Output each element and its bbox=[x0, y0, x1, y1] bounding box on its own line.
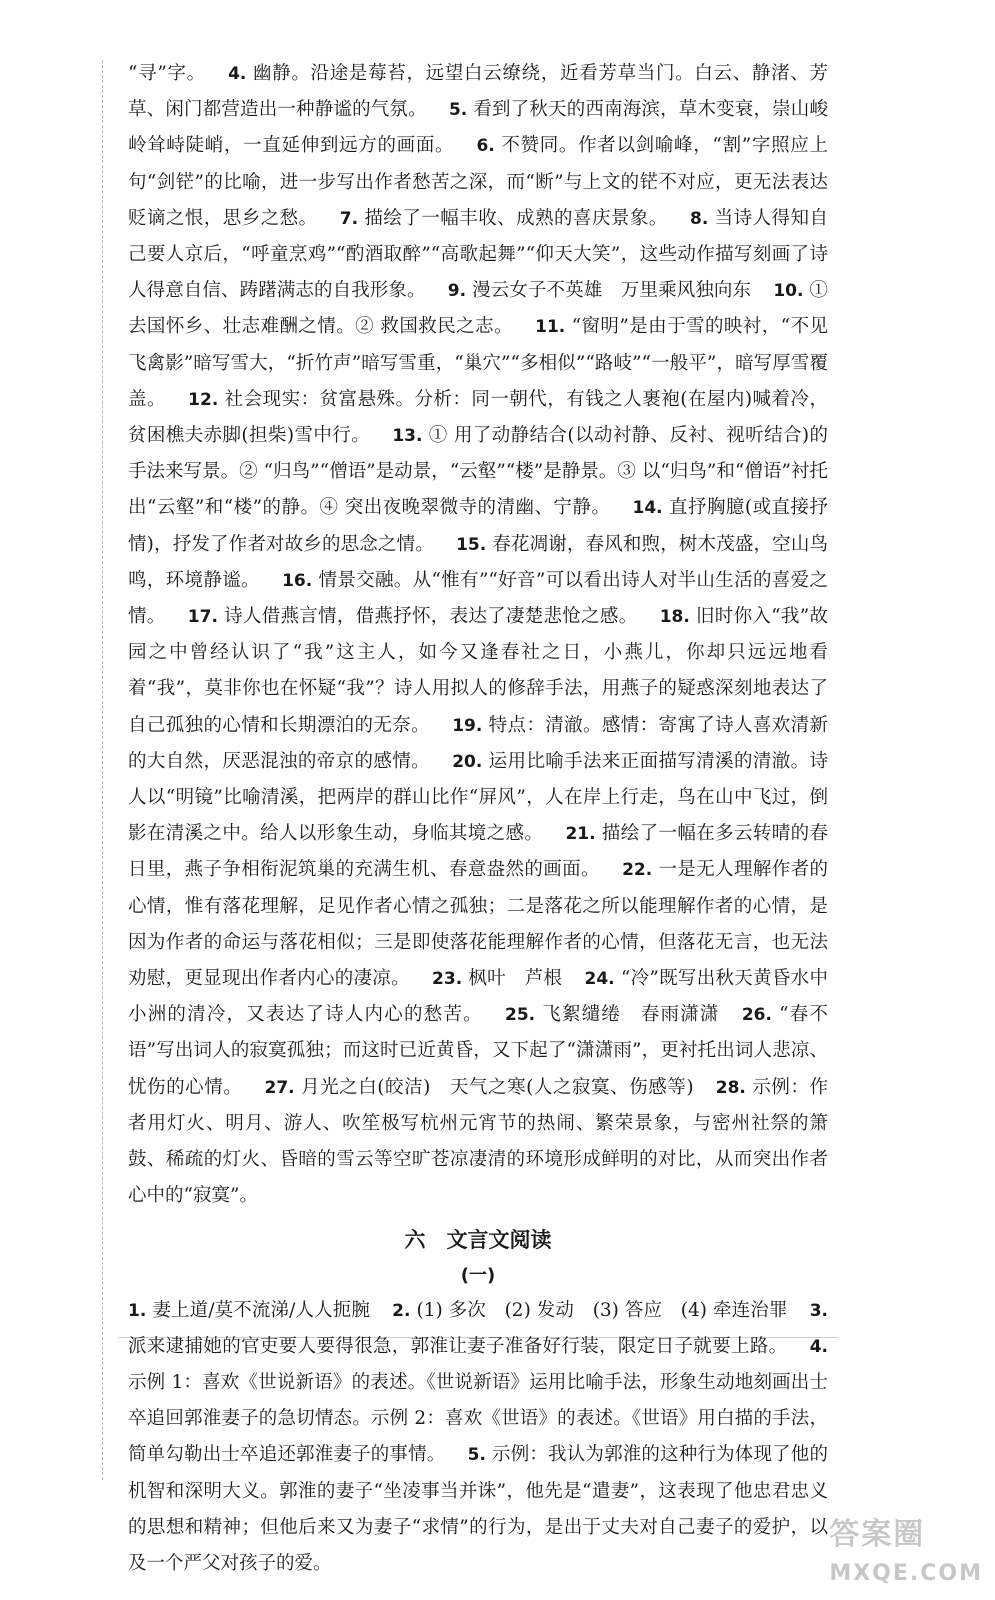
answer-number: 16. bbox=[282, 570, 319, 591]
answer-number: 11. bbox=[535, 317, 572, 338]
watermark-text bbox=[829, 1509, 983, 1588]
answer-text: 看到了秋天的西南海滨，草木变衰，崇山峻岭耸峙陡峭，一直延伸到远方的画面。 bbox=[128, 99, 828, 157]
answer-number: 28. bbox=[715, 1077, 753, 1098]
answer-paragraph-bottom bbox=[128, 1293, 828, 1583]
answer-text: ① 去国怀乡、壮志难酬之情。② 救国救民之志。 bbox=[128, 280, 828, 338]
answer-number: 21. bbox=[565, 824, 602, 845]
answer-text: 社会现实：贫富悬殊。分析：同一朝代，有钱之人裹袍(在屋内)喊着冷，贫困樵夫赤脚(担柴)雪中行。 bbox=[128, 388, 828, 447]
answer-number: 4. bbox=[228, 64, 253, 84]
answer-number: 15. bbox=[456, 534, 493, 555]
answer-text: (1) 多次 (2) 发动 (3) 答应 (4) 牵连治罪 bbox=[416, 1299, 788, 1321]
answer-text: “冷”既写出秋天黄昏水中小洲的清冷，又表达了诗人内心的愁苦。 bbox=[128, 968, 828, 1026]
answer-number: 1. bbox=[128, 1300, 153, 1321]
answer-text: 飞絮缱绻 春雨潇潇 bbox=[542, 1004, 720, 1026]
answer-text: 示例：作者用灯火、明月、游人、吹笙极写杭州元宵节的热闹、繁荣景象，与密州社祭的箫鼓、稀疏的灯火、昏暗的雪云等空旷苍凉凄清的环境形成鲜明的对比，从而突出作者心中的“寂寞”。 bbox=[128, 1076, 828, 1207]
answer-number: 12. bbox=[188, 389, 225, 410]
answer-text: 描绘了一幅在多云转晴的春日里，燕子争相衔泥筑巢的充满生机、春意盎然的画面。 bbox=[128, 823, 828, 881]
answer-text: 枫叶 芦根 bbox=[468, 968, 563, 990]
answer-text: 一是无人理解作者的心情，惟有落花理解，足见作者心情之孤独；二是落花之所以能理解作者的心情，是因为作者的命运与落花相似；三是即使落花能理解作者的心情，但落花无言，也无法劝慰，更显现出作者内心的凄凉。 bbox=[128, 859, 828, 990]
answer-text: 妻上道/莫不流涕/人人扼腕 bbox=[152, 1299, 370, 1321]
answer-number: 5. bbox=[467, 1445, 493, 1466]
answer-number: 7. bbox=[339, 208, 365, 229]
answer-number: 22. bbox=[622, 860, 659, 881]
margin-dashed-line bbox=[102, 60, 103, 1480]
watermark-brand: 答案圈 bbox=[829, 1517, 926, 1552]
answer-number: 3. bbox=[809, 1300, 828, 1321]
watermark-url: MXQE.COM bbox=[829, 1561, 983, 1586]
answer-text: 旧时你入“我”故园之中曾经认识了“我”这主人，如今又逢春社之日，小燕儿，你却只远远地看着“我”，莫非你也在怀疑“我”？诗人用拟人的修辞手法，用燕子的疑惑深刻地表达了自己孤独的心情和长期漂泊的无奈。 bbox=[128, 606, 828, 736]
answer-text: 情景交融。从“惟有”“好音”可以看出诗人对半山生活的喜爱之情。 bbox=[128, 569, 828, 628]
answer-text: 春花凋谢，春风和煦，树木茂盛，空山鸟鸣，环境静谧。 bbox=[128, 533, 828, 591]
answer-text: 描绘了一幅丰收、成熟的喜庆景象。 bbox=[364, 207, 668, 229]
answer-text: 幽静。沿途是莓苔，远望白云缭绕，近看芳草当门。白云、静渚、芳草、闲门都营造出一种静谧的气氛。 bbox=[128, 63, 828, 121]
answer-text: 特点：清澈。感情：寄寓了诗人喜欢清新的大自然，厌恶混浊的帝京的感情。 bbox=[128, 714, 828, 772]
answer-number: 17. bbox=[187, 607, 225, 628]
answer-number: 8. bbox=[689, 208, 715, 229]
answer-text: “窗明”是由于雪的映衬，“不见飞禽影”暗写雪大，“折竹声”暗写雪重，“巢穴”“多相似”“路岐”“一般平”，暗写厚雪覆盖。 bbox=[128, 316, 828, 410]
answer-number: 5. bbox=[448, 100, 474, 121]
answer-text: 漫云女子不英雄 万里乘风独向东 bbox=[472, 280, 752, 302]
answer-number: 26. bbox=[741, 1005, 780, 1026]
answer-number: 14. bbox=[632, 498, 670, 519]
answer-number: 23. bbox=[432, 969, 469, 990]
answer-text: 派来逮捕她的官吏要人要得很急，郭淮让妻子准备好行装，限定日子就要上路。 bbox=[128, 1335, 788, 1357]
answer-number: 19. bbox=[452, 715, 489, 736]
answer-number: 18. bbox=[659, 607, 697, 628]
answer-text: 示例 1：喜欢《世说新语》的表述。《世说新语》运用比喻手法，形象生动地刻画出士卒追回郭淮妻子的急切情态。示例 2：喜欢《世语》的表述。《世语》用白描的手法，简单勾勒出士卒追还郭淮妻子的事情。 bbox=[128, 1371, 828, 1466]
section-subtitle: (一) bbox=[460, 1264, 496, 1286]
answer-text: 示例：我认为郭淮的这种行为体现了他的机智和深明大义。郭淮的妻子“坐凌事当并诛”，他先是“遣妻”，这表现了他忠君忠义的思想和精神；但他后来又为妻子“求情”的行为，是出于丈夫对自己妻子的爱护，以及一个严父对孩子的爱。 bbox=[128, 1444, 828, 1574]
answer-number: 4. bbox=[809, 1336, 828, 1357]
answer-paragraph-top bbox=[128, 56, 828, 1215]
answer-number: 24. bbox=[584, 969, 621, 990]
watermark-logo bbox=[773, 1506, 983, 1588]
answer-text: “春不语”写出词人的寂寞孤独；而这时已近黄昏，又下起了“潇潇雨”，更衬托出词人悲凉、忧伤的心情。 bbox=[128, 1004, 828, 1098]
answer-number: 2. bbox=[392, 1300, 417, 1321]
answer-text: 月光之白(皎洁) 天气之寒(人之寂寞、伤感等) bbox=[301, 1076, 694, 1098]
answer-number: 10. bbox=[773, 281, 810, 302]
answer-number: 25. bbox=[504, 1005, 543, 1026]
answer-number: 9. bbox=[447, 281, 473, 302]
answer-text: 当诗人得知自己要人京后，“呼童烹鸡”“酌酒取醉”“高歌起舞”“仰天大笑”，这些动作描写刻画了诗人得意自信、踌躇满志的自我形象。 bbox=[128, 207, 828, 302]
answer-content bbox=[128, 56, 828, 1582]
answer-text: “寻”字。 bbox=[128, 63, 206, 84]
answer-number: 27. bbox=[264, 1077, 302, 1098]
answer-number: 6. bbox=[476, 136, 502, 157]
answer-number: 13. bbox=[392, 426, 429, 447]
answer-text: ① 用了动静结合(以动衬静、反衬、视听结合)的手法来写景。② “归鸟”“僧语”是动景，“云壑”“楼”是静景。③ 以“归鸟”和“僧语”衬托出“云壑”和“楼”的静。④ 突出夜晚翠微寺的清幽、宁静。 bbox=[128, 425, 829, 519]
answer-text: 诗人借燕言情，借燕抒怀，表达了凄楚悲怆之感。 bbox=[224, 606, 638, 628]
section-title: 六 文言文阅读 bbox=[404, 1227, 552, 1252]
answer-text: 直抒胸臆(或直接抒情)，抒发了作者对故乡的思念之情。 bbox=[128, 497, 828, 555]
answer-number: 20. bbox=[452, 751, 489, 772]
answer-text: 不赞同。作者以剑喻峰，“割”字照应上句“剑铓”的比喻，进一步写出作者愁苦之深，而“断”与上文的铓不对应，更无法表达贬谪之恨，思乡之愁。 bbox=[128, 135, 828, 229]
answer-text: 运用比喻手法来正面描写清溪的清澈。诗人以“明镜”比喻清溪，把两岸的群山比作“屏风”，人在岸上行走，鸟在山中飞过，倒影在清溪之中。给人以形象生动，身临其境之感。 bbox=[128, 750, 828, 845]
